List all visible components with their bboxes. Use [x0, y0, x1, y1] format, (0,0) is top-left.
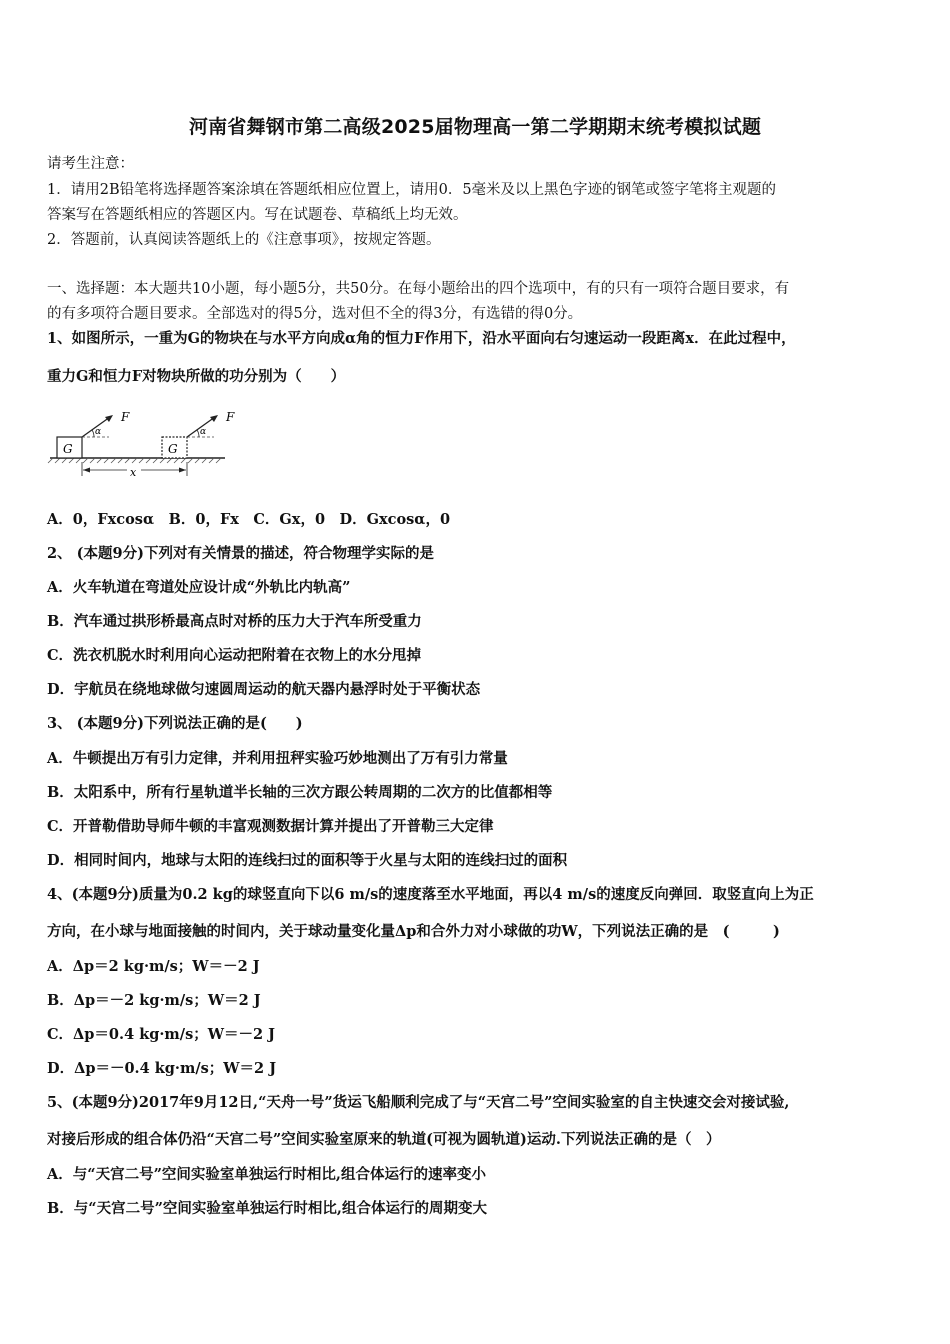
q3-option-b: B．太阳系中，所有行星轨道半长轴的三次方跟公转周期的二次方的比值都相等: [47, 784, 553, 801]
q1-stem-1: 1、如图所示，一重为G的物块在与水平方向成α角的恒力F作用下，沿水平面向右匀速运动一段距离x．在此过程中，: [47, 330, 796, 347]
section-intro-1: 一、选择题：本大题共10小题，每小题5分，共50分。在每小题给出的四个选项中，有的只有一项符合题目要求，有: [47, 281, 790, 297]
q3-option-c: C．开普勒借助导师牛顿的丰富观测数据计算并提出了开普勒三大定律: [47, 818, 494, 835]
q1-options: A．0，Fxcosα B．0，Fx C．Gx，0 D．Gxcosα，0: [47, 511, 451, 528]
angle-label-end: α: [200, 427, 207, 437]
page-title: 河南省舞钢市第二高级2025届物理高一第二学期期末统考模拟试题: [188, 116, 762, 138]
q3-stem: 3、 (本题9分)下列说法正确的是( ): [47, 715, 303, 732]
ground-hatching: [48, 458, 221, 463]
block-label-start: G: [63, 442, 73, 456]
q4-stem-2: 方向，在小球与地面接触的时间内，关于球动量变化量Δp和合外力对小球做的功W，下列说法正确的是 ( ): [47, 923, 780, 940]
q4-stem-1: 4、(本题9分)质量为0.2 kg的球竖直向下以6 m/s的速度落至水平地面，再以4 m/s的速度反向弹回．取竖直向上为正: [47, 886, 814, 903]
q4-option-a: A．Δp＝2 kg·m/s；W＝－2 J: [47, 958, 260, 975]
distance-label: x: [130, 466, 137, 479]
q2-option-b: B．汽车通过拱形桥最高点时对桥的压力大于汽车所受重力: [47, 613, 422, 630]
q3-option-a: A．牛顿提出万有引力定律，并利用扭秤实验巧妙地测出了万有引力常量: [47, 750, 508, 767]
q3-option-d: D．相同时间内，地球与太阳的连线扫过的面积等于火星与太阳的连线扫过的面积: [47, 852, 568, 869]
q2-option-d: D．宇航员在绕地球做匀速圆周运动的航天器内悬浮时处于平衡状态: [47, 681, 481, 698]
section-intro-2: 的有多项符合题目要求。全部选对的得5分，选对但不全的得3分，有选错的得0分。: [47, 306, 583, 322]
q4-option-c: C．Δp＝0.4 kg·m/s；W＝－2 J: [47, 1026, 276, 1043]
q5-option-a: A．与“天宫二号”空间实验室单独运行时相比,组合体运行的速率变小: [47, 1166, 486, 1183]
q4-option-d: D．Δp＝－0.4 kg·m/s；W＝2 J: [47, 1060, 277, 1077]
angle-label-start: α: [95, 427, 102, 437]
notice-heading: 请考生注意：: [47, 156, 134, 172]
notice-item-2: 2．答题前，认真阅读答题纸上的《注意事项》，按规定答题。: [47, 232, 441, 248]
q2-option-c: C．洗衣机脱水时利用向心运动把附着在衣物上的水分甩掉: [47, 647, 422, 664]
q1-figure: [47, 404, 237, 482]
notice-item-1: 1．请用2B铅笔将选择题答案涂填在答题纸相应位置上，请用0．5毫米及以上黑色字迹的钢笔或签字笔将主观题的: [47, 182, 777, 198]
notice-item-1-cont: 答案写在答题纸相应的答题区内。写在试题卷、草稿纸上均无效。: [47, 207, 468, 223]
q2-stem: 2、 (本题9分)下列对有关情景的描述，符合物理学实际的是: [47, 545, 434, 562]
q2-option-a: A．火车轨道在弯道处应设计成“外轨比内轨高”: [47, 579, 351, 596]
q4-option-b: B．Δp＝－2 kg·m/s；W＝2 J: [47, 992, 261, 1009]
q5-stem-1: 5、(本题9分)2017年9月12日,“天舟一号”货运飞船顺利完成了与“天宫二号”空间实验室的自主快速交会对接试验,: [47, 1094, 790, 1111]
block-label-end: G: [168, 442, 178, 456]
force-label-end: F: [226, 410, 235, 424]
q5-stem-2: 对接后形成的组合体仍沿“天宫二号”空间实验室原来的轨道(可视为圆轨道)运动.下列说法正确的是（ ）: [47, 1131, 721, 1148]
q5-option-b: B．与“天宫二号”空间实验室单独运行时相比,组合体运行的周期变大: [47, 1200, 487, 1217]
force-label-start: F: [121, 410, 130, 424]
q1-stem-2: 重力G和恒力F对物块所做的功分别为（ ）: [47, 368, 346, 385]
